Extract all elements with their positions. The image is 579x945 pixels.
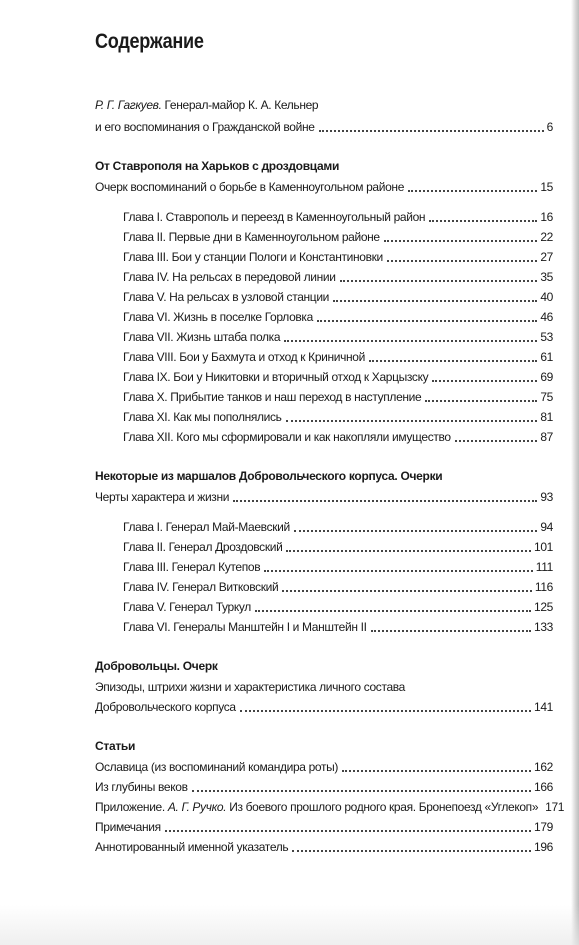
toc-entry-page: 171 [545,800,565,814]
toc-entry-page: 162 [534,760,553,774]
toc-chapter-page: 53 [540,330,553,344]
toc-section-heading: Некоторые из маршалов Добровольческого корпуса. Очерки [95,469,443,483]
toc-section-heading: Добровольцы. Очерк [95,659,218,673]
toc-entry[interactable] [95,178,553,194]
toc-entry[interactable] [95,838,553,854]
toc-chapter[interactable] [123,248,553,264]
toc-chapter-title: Глава XII. Кого мы сформировали и как накопляли имущество [123,430,451,444]
dot-leader [384,232,538,242]
toc-chapter-page: 125 [534,600,553,614]
toc-chapter[interactable] [123,558,553,574]
dot-leader [408,182,537,192]
toc-chapter-page: 81 [540,410,553,424]
toc-chapter-page: 75 [540,390,553,404]
toc-entry-title [95,800,538,814]
toc-chapter-title: Глава II. Генерал Дроздовский [123,540,283,554]
toc-entry[interactable] [95,118,553,134]
toc-chapter-page: 22 [540,230,553,244]
toc-chapter-title: Глава VII. Жизнь штаба полка [123,330,281,344]
toc-section-heading: Статьи [95,739,136,753]
toc-chapter-page: 40 [540,290,553,304]
toc-entry-title: Добровольческого корпуса [95,700,236,714]
toc-entry-title: Аннотированный именной указатель [95,840,289,854]
toc-entry[interactable] [95,818,553,834]
toc-chapter[interactable] [123,268,553,284]
dot-leader [255,602,531,612]
toc-chapter[interactable] [123,598,553,614]
toc-chapter[interactable] [123,518,553,534]
toc-chapter-page: 27 [540,250,553,264]
toc-chapter-title: Глава III. Генерал Кутепов [123,560,261,574]
toc-chapter-title: Глава X. Прибытие танков и наш переход в наступление [123,390,422,404]
toc-entry[interactable] [95,698,553,714]
dot-leader [455,432,538,442]
page-edge [571,0,579,945]
toc-chapter-title: Глава V. Генерал Туркул [123,600,251,614]
toc-chapter[interactable] [123,578,553,594]
toc-chapter-title: Глава IX. Бои у Никитовки и вторичный отход к Харцызску [123,370,429,384]
dot-leader [425,392,537,402]
toc-entry-line1: Эпизоды, штрихи жизни и характеристика личного состава [95,680,406,694]
toc-chapter-page: 69 [540,370,553,384]
toc-chapter[interactable] [123,388,553,404]
toc-chapter-title: Глава VI. Жизнь в поселке Горловка [123,310,313,324]
dot-leader [286,542,531,552]
dot-leader [282,582,532,592]
dot-leader [429,212,537,222]
toc-appendix-title: Из боевого прошлого родного края. Бронепоезд «Углекоп» [229,800,539,814]
toc-chapter[interactable] [123,308,553,324]
toc-intro-author: Р. Г. Гагкуев. [95,98,162,112]
toc-chapter-title: Глава III. Бои у станции Пологи и Константиновки [123,250,383,264]
toc-entry-title: Примечания [95,820,161,834]
dot-leader [371,622,531,632]
toc-chapter-title: Глава IV. Генерал Витковский [123,580,279,594]
dot-leader [333,292,537,302]
dot-leader [292,842,531,852]
dot-leader [294,522,538,532]
toc-appendix-label: Приложение. [95,800,165,814]
dot-leader [286,412,538,422]
dot-leader [317,312,537,322]
toc-chapter-title: Глава XI. Как мы пополнялись [123,410,282,424]
toc-entry[interactable] [95,758,553,774]
toc-chapter-title: Глава I. Генерал Май-Маевский [123,520,290,534]
toc-entry[interactable] [95,488,553,504]
toc-entry-title: Черты характера и жизни [95,490,230,504]
dot-leader [240,702,531,712]
dot-leader [387,252,537,262]
toc-entry[interactable] [95,778,553,794]
toc-chapter-page: 61 [540,350,553,364]
dot-leader [192,782,531,792]
toc-chapter[interactable] [123,208,553,224]
toc-entry-page: 141 [534,700,553,714]
toc-chapter[interactable] [123,408,553,424]
toc-intro-line1 [95,98,318,112]
toc-chapter-page: 111 [535,560,553,574]
toc-chapter[interactable] [123,228,553,244]
toc-entry-title: Очерк воспоминаний о борьбе в Каменноугольном районе [95,180,405,194]
toc-entry-page: 93 [540,490,553,504]
toc-chapter-page: 94 [540,520,553,534]
toc-entry-page: 6 [546,120,553,134]
toc-chapter-title: Глава II. Первые дни в Каменноугольном районе [123,230,380,244]
toc-chapter-page: 101 [534,540,553,554]
toc-chapter-title: Глава I. Ставрополь и переезд в Каменноугольный район [123,210,426,224]
dot-leader [284,332,537,342]
toc-entry-page: 196 [534,840,553,854]
dot-leader [340,272,538,282]
dot-leader [264,562,533,572]
dot-leader [233,492,537,502]
toc-entry-title: Ославица (из воспоминаний командира роты) [95,760,339,774]
toc-chapter[interactable] [123,618,553,634]
toc-chapter[interactable] [123,428,553,444]
dot-leader [369,352,537,362]
toc-chapter[interactable] [123,348,553,364]
toc-entry-title: и его воспоминания о Гражданской войне [95,120,315,134]
toc-section-heading: От Ставрополя на Харьков с дроздовцами [95,159,340,173]
toc-entry-title: Из глубины веков [95,780,188,794]
toc-entry-page: 15 [540,180,553,194]
dot-leader [319,122,544,132]
page-title: Содержание [95,30,204,53]
toc-chapter-title: Глава VIII. Бои у Бахмута и отход к Криничной [123,350,365,364]
toc-chapter[interactable] [123,328,553,344]
toc-entry-page: 179 [534,820,553,834]
dot-leader [165,822,531,832]
toc-chapter[interactable] [123,288,553,304]
toc-chapter-title: Глава VI. Генералы Манштейн I и Манштейн II [123,620,367,634]
toc-chapter-page: 116 [534,580,553,594]
toc-chapter-page: 35 [540,270,553,284]
page-shadow [0,905,579,945]
toc-entry[interactable] [95,798,565,814]
toc-intro-title: Генерал-майор К. А. Кельнер [164,98,319,112]
toc-chapter-page: 46 [540,310,553,324]
toc-chapter[interactable] [123,538,553,554]
toc-chapter-page: 87 [540,430,553,444]
toc-appendix-author: А. Г. Ручко. [167,800,227,814]
dot-leader [342,762,531,772]
toc-chapter-page: 16 [540,210,553,224]
toc-chapter[interactable] [123,368,553,384]
toc-chapter-page: 133 [534,620,553,634]
dot-leader [432,372,537,382]
toc-chapter-title: Глава IV. На рельсах в передовой линии [123,270,336,284]
toc-chapter-title: Глава V. На рельсах в узловой станции [123,290,330,304]
toc-entry-page: 166 [534,780,553,794]
